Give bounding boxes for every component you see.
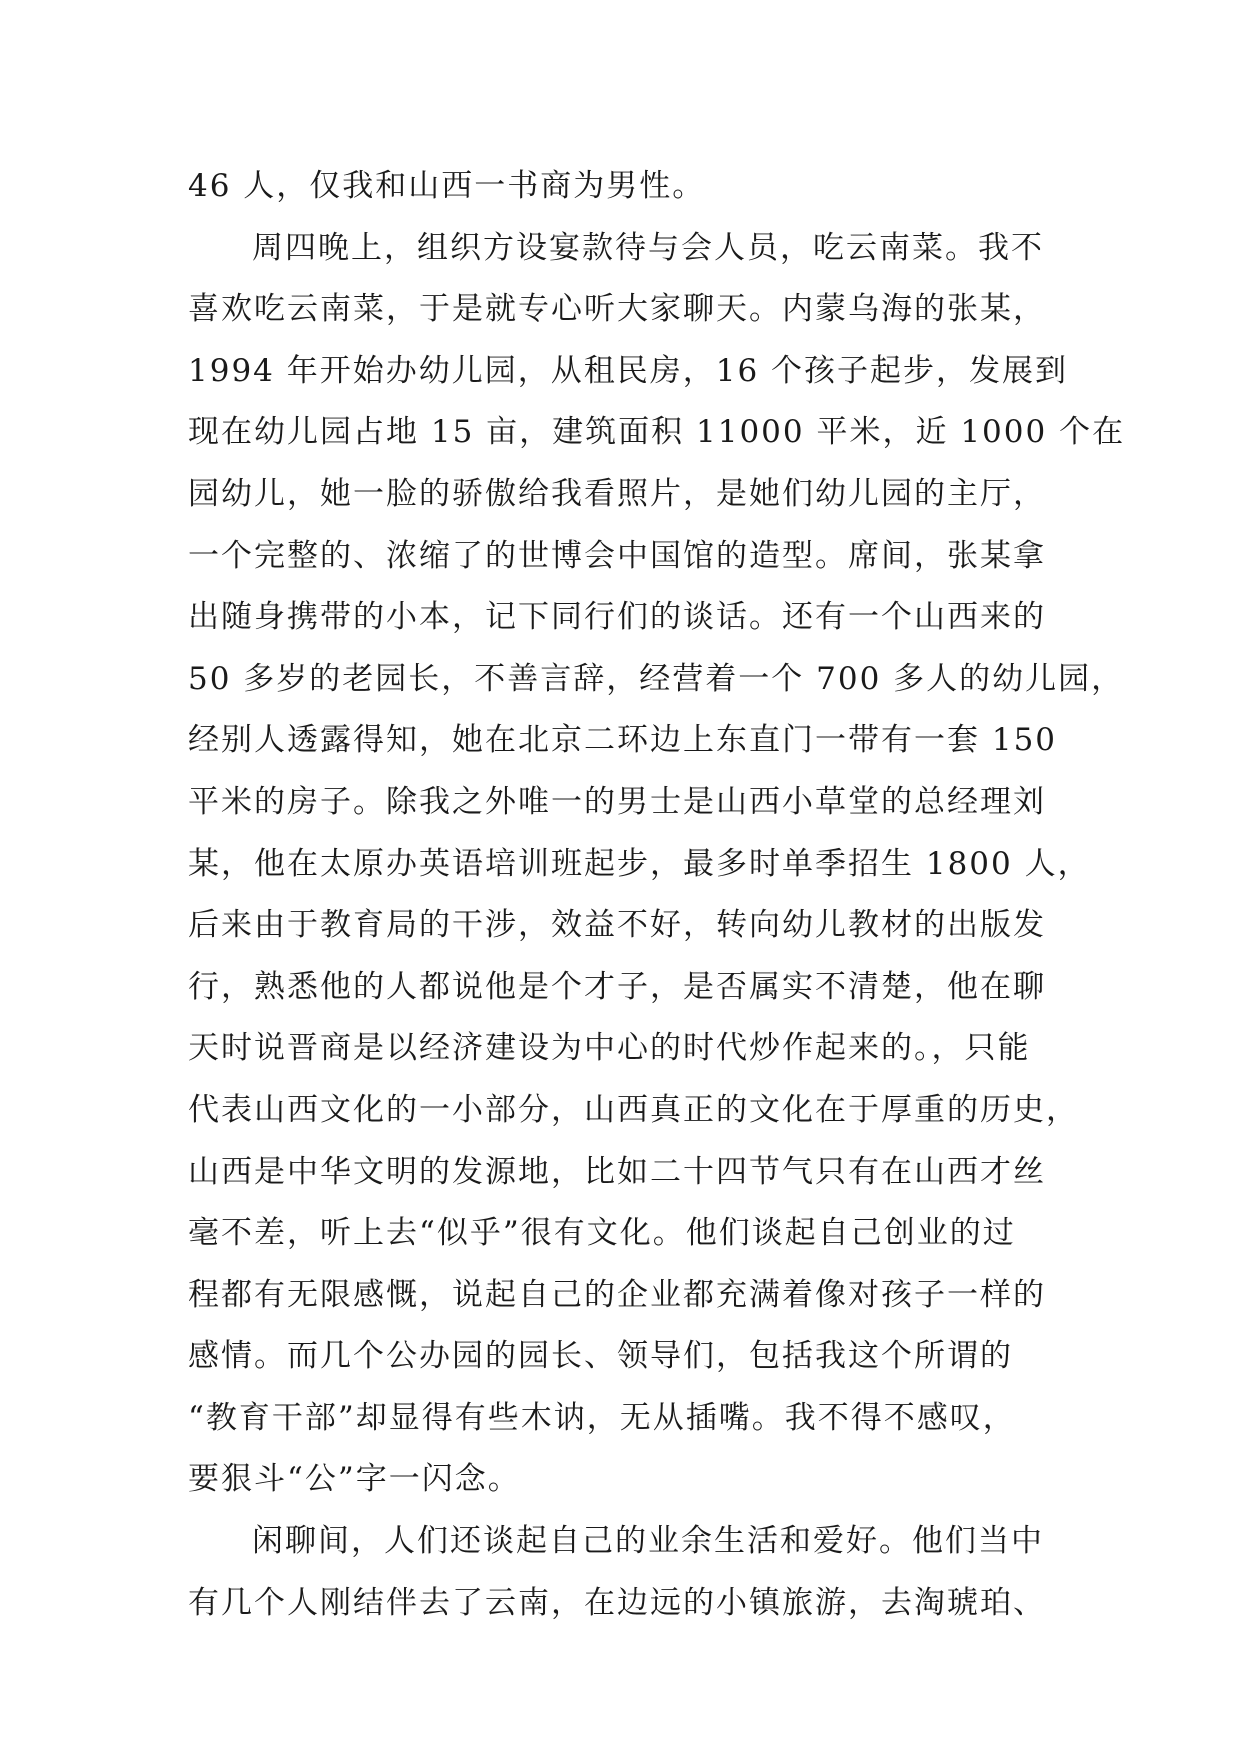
text-line: 要狠斗“公”字一闪念。 xyxy=(188,1461,521,1498)
text-line: 50 多岁的老园长，不善言辞，经营着一个 700 多人的幼儿园， xyxy=(188,660,1125,697)
text-line: 后来由于教育局的干涉，效益不好，转向幼儿教材的出版发 xyxy=(188,907,1046,944)
text-line: 有几个人刚结伴去了云南，在边远的小镇旅游，去淘琥珀、 xyxy=(188,1584,1046,1621)
text-line: 平米的房子。除我之外唯一的男士是山西小草堂的总经理刘 xyxy=(188,783,1046,820)
text-line: 喜欢吃云南菜，于是就专心听大家聊天。内蒙乌海的张某， xyxy=(188,291,1046,328)
text-line: 周四晚上，组织方设宴款待与会人员，吃云南菜。我不 xyxy=(252,229,1044,266)
text-line: “教育干部”却显得有些木讷，无从插嘴。我不得不感叹， xyxy=(188,1399,1016,1436)
text-line: 毫不差，听上去“似乎”很有文化。他们谈起自己创业的过 xyxy=(188,1215,1016,1252)
text-line: 闲聊间，人们还谈起自己的业余生活和爱好。他们当中 xyxy=(252,1523,1044,1560)
text-line: 天时说晋商是以经济建设为中心的时代炒作起来的。，只能 xyxy=(188,1030,1031,1067)
text-line: 行，熟悉他的人都说他是个才子，是否属实不清楚，他在聊 xyxy=(188,968,1046,1005)
text-line: 感情。而几个公办园的园长、领导们，包括我这个所谓的 xyxy=(188,1338,1013,1375)
text-line: 某，他在太原办英语培训班起步，最多时单季招生 1800 人， xyxy=(188,845,1091,882)
text-line: 1994 年开始办幼儿园，从租民房，16 个孩子起步，发展到 xyxy=(188,352,1069,389)
text-line: 一个完整的、浓缩了的世博会中国馆的造型。席间，张某拿 xyxy=(188,537,1046,574)
text-line: 园幼儿，她一脸的骄傲给我看照片，是她们幼儿园的主厅， xyxy=(188,475,1046,512)
body-text xyxy=(188,156,1126,1634)
text-line: 现在幼儿园占地 15 亩，建筑面积 11000 平米，近 1000 个在 xyxy=(188,414,1126,451)
text-line: 经别人透露得知，她在北京二环边上东直门一带有一套 150 xyxy=(188,722,1058,759)
text-line: 程都有无限感慨，说起自己的企业都充满着像对孩子一样的 xyxy=(188,1276,1046,1313)
text-line: 46 人，仅我和山西一书商为男性。 xyxy=(188,168,706,204)
text-line: 出随身携带的小本，记下同行们的谈话。还有一个山西来的 xyxy=(188,599,1046,636)
text-line: 代表山西文化的一小部分，山西真正的文化在于厚重的历史， xyxy=(188,1091,1079,1128)
text-line: 山西是中华文明的发源地，比如二十四节气只有在山西才丝 xyxy=(188,1153,1046,1190)
